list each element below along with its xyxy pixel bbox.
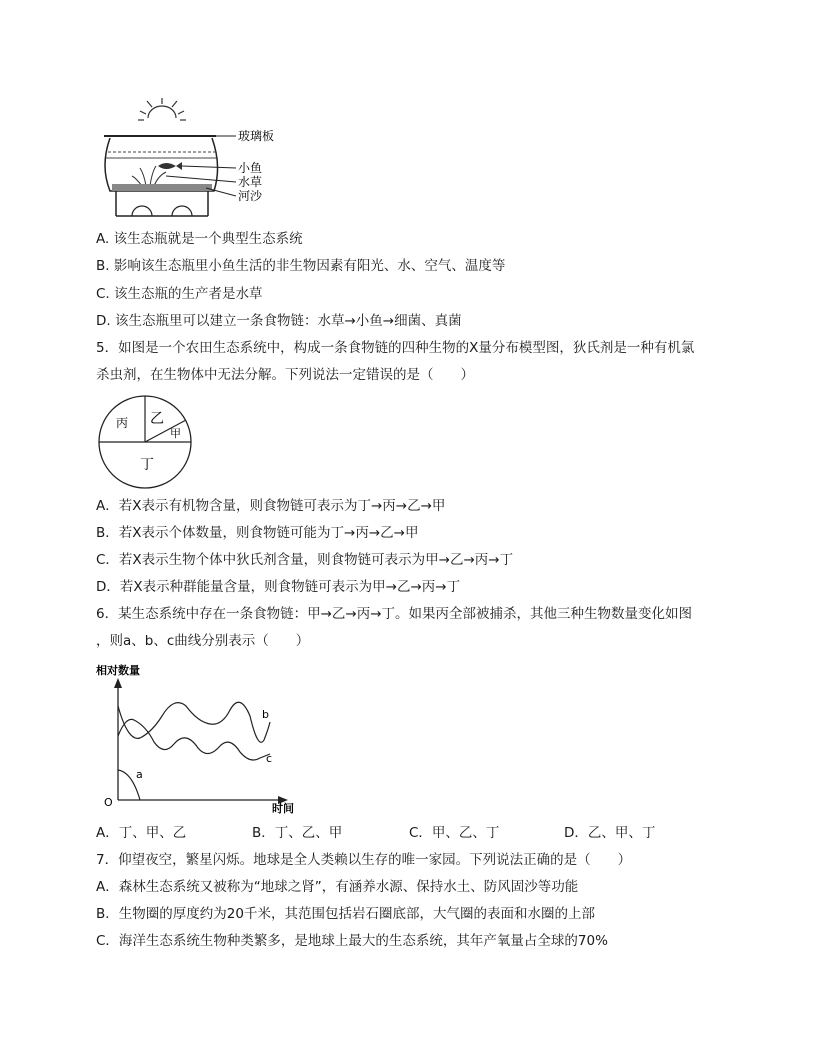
q6-stem-line2: ，则a、b、c曲线分别表示（ ） [96, 633, 310, 649]
sun-icon [138, 98, 186, 120]
q5-stem-line2: 杀虫剂，在生物体中无法分解。下列说法一定错误的是（ ） [96, 367, 474, 383]
q5-stem-line1: 5．如图是一个农田生态系统中，构成一条食物链的四种生物的X量分布模型图，狄氏剂是一种有机氯 [96, 340, 695, 356]
q7-option-a: A．森林生态系统又被称为“地球之肾”，有涵养水源、保持水土、防风固沙等功能 [96, 879, 579, 895]
q6-stem-line1: 6．某生态系统中存在一条食物链：甲→乙→丙→丁。如果丙全部被捕杀，其他三种生物数量变化如图 [96, 606, 693, 622]
graph-y-arrow [114, 678, 122, 688]
curve-c [118, 719, 270, 760]
q4-option-d: D. 该生态瓶里可以建立一条食物链：水草→小鱼→细菌、真菌 [96, 313, 462, 329]
q7-option-c: C．海洋生态系统生物种类繁多，是地球上最大的生态系统，其年产氧量占全球的70% [96, 933, 608, 949]
q5-pie-figure [96, 393, 196, 493]
q6-option-a: A．丁、甲、乙 [96, 825, 187, 841]
curve-label-b: b [262, 708, 269, 721]
label-glass-plate: 玻璃板 [238, 129, 275, 143]
q7-option-b: B．生物圈的厚度约为20千米，其范围包括岩石圈底部，大气圈的表面和水圈的上部 [96, 906, 595, 922]
label-fish: 小鱼 [238, 161, 263, 175]
pie-label-yi: 乙 [150, 411, 164, 427]
q4-option-c: C. 该生态瓶的生产者是水草 [96, 286, 263, 302]
q6-option-b: B．丁、乙、甲 [252, 825, 343, 841]
q5-option-b: B．若X表示个体数量，则食物链可能为丁→丙→乙→甲 [96, 525, 419, 541]
q4-option-b: B. 影响该生态瓶里小鱼生活的非生物因素有阳光、水、空气、温度等 [96, 258, 506, 274]
pie-label-jia: 甲 [170, 427, 181, 440]
graph-ylabel: 相对数量 [96, 664, 140, 677]
q5-option-a: A．若X表示有机物含量，则食物链可表示为丁→丙→乙→甲 [96, 498, 446, 514]
label-waterweed: 水草 [238, 175, 263, 189]
graph-origin: O [104, 796, 113, 809]
pie-label-bing: 丙 [116, 416, 129, 430]
q6-option-d: D．乙、甲、丁 [564, 825, 656, 841]
q7-stem: 7．仰望夜空，繁星闪烁。地球是全人类赖以生存的唯一家园。下列说法正确的是（ ） [96, 852, 632, 868]
eco-bottle-figure [96, 96, 286, 226]
q4-option-a: A. 该生态瓶就是一个典型生态系统 [96, 231, 303, 247]
curve-label-c: c [266, 752, 273, 765]
pie-label-ding: 丁 [140, 457, 154, 473]
q6-option-c: C．甲、乙、丁 [409, 825, 500, 841]
q6-population-graph [94, 660, 304, 818]
q5-option-d: D．若X表示种群能量含量，则食物链可表示为甲→乙→丙→丁 [96, 579, 461, 595]
curve-b [118, 702, 270, 742]
label-sand: 河沙 [238, 189, 263, 203]
q5-option-c: C．若X表示生物个体中狄氏剂含量，则食物链可表示为甲→乙→丙→丁 [96, 552, 514, 568]
graph-xlabel: 时间 [272, 802, 294, 815]
curve-label-a: a [136, 768, 143, 781]
